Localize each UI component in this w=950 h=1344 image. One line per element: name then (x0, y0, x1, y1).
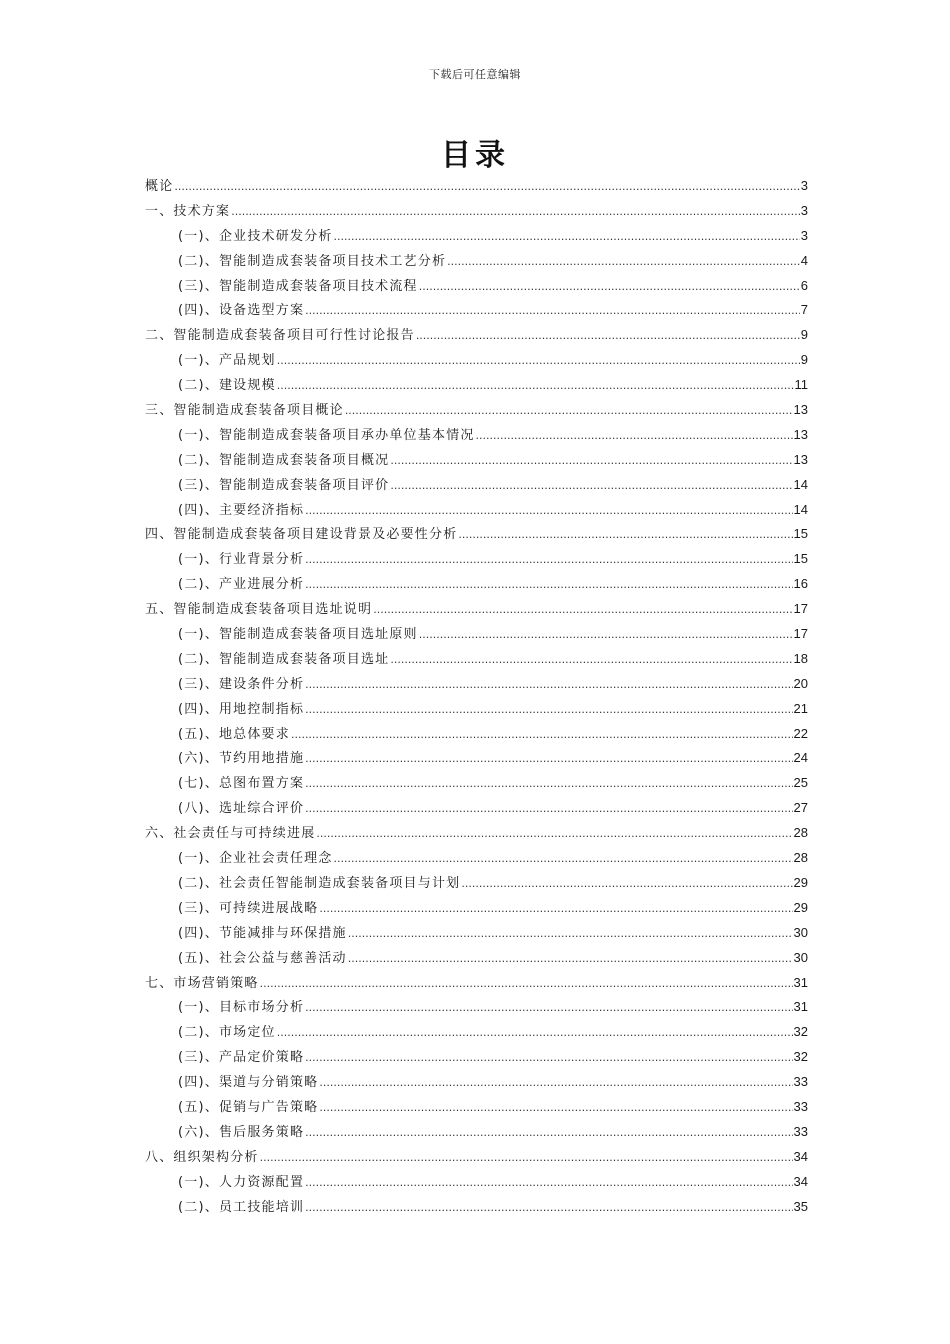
toc-entry[interactable] (145, 995, 808, 1020)
toc-entry[interactable] (145, 846, 808, 871)
toc-entry[interactable] (145, 697, 808, 722)
toc-entry[interactable] (145, 746, 808, 771)
toc-entry-page: 33 (793, 1098, 808, 1114)
toc-entry-page: 13 (793, 402, 808, 418)
toc-entry-label: (四)、用地控制指标 (178, 701, 305, 717)
toc-entry[interactable] (145, 572, 808, 597)
toc-dot-leader (305, 747, 792, 772)
toc-entry-label: 一、技术方案 (145, 203, 231, 219)
toc-entry-page: 34 (793, 1173, 808, 1189)
toc-entry-page: 3 (800, 178, 808, 193)
toc-entry-label: (一)、行业背景分析 (178, 552, 305, 568)
toc-entry-label: (八)、选址综合评价 (178, 801, 305, 817)
toc-entry-page: 7 (800, 302, 808, 318)
toc-dot-leader (390, 449, 792, 474)
toc-dot-leader (476, 424, 793, 449)
toc-entry[interactable] (145, 971, 808, 996)
toc-entry-label: (二)、智能制造成套装备项目技术工艺分析 (178, 253, 447, 269)
toc-dot-leader (348, 947, 793, 972)
toc-entry[interactable] (145, 398, 808, 423)
toc-entry-page: 17 (793, 626, 808, 642)
toc-entry-label: 五、智能制造成套装备项目选址说明 (145, 602, 373, 618)
toc-entry[interactable] (145, 274, 808, 299)
toc-entry[interactable] (145, 298, 808, 323)
toc-dot-leader (305, 548, 792, 573)
toc-dot-leader (419, 623, 793, 648)
toc-entry[interactable] (145, 373, 808, 398)
toc-entry[interactable] (145, 821, 808, 846)
toc-entry[interactable] (145, 547, 808, 572)
toc-entry-page: 28 (793, 825, 808, 841)
toc-entry-label: (四)、节能减排与环保措施 (178, 925, 347, 941)
toc-dot-leader (334, 225, 800, 250)
toc-entry-label: (五)、社会公益与慈善活动 (178, 950, 347, 966)
toc-entry-page: 33 (793, 1074, 808, 1090)
toc-entry-page: 31 (793, 974, 808, 990)
toc-entry[interactable] (145, 1120, 808, 1145)
toc-entry-label: 三、智能制造成套装备项目概论 (145, 403, 344, 419)
toc-entry-page: 30 (793, 924, 808, 940)
toc-entry-label: (二)、建设规模 (178, 378, 276, 394)
toc-dot-leader (305, 996, 792, 1021)
toc-entry[interactable] (145, 946, 808, 971)
toc-entry-label: 概论 (145, 179, 174, 194)
toc-entry[interactable] (145, 1170, 808, 1195)
toc-entry[interactable] (145, 1020, 808, 1045)
toc-entry-page: 25 (793, 775, 808, 791)
toc-entry[interactable] (145, 1045, 808, 1070)
toc-entry-label: (二)、智能制造成套装备项目选址 (178, 651, 390, 667)
toc-dot-leader (305, 698, 792, 723)
toc-entry-label: 八、组织架构分析 (145, 1149, 259, 1165)
toc-dot-leader (305, 797, 792, 822)
toc-dot-leader (458, 523, 792, 548)
toc-entry-page: 14 (793, 501, 808, 517)
toc-entry[interactable] (145, 423, 808, 448)
toc-dot-leader (260, 972, 793, 997)
toc-entry-label: (七)、总图布置方案 (178, 776, 305, 792)
toc-entry-page: 29 (793, 874, 808, 890)
toc-entry-label: (三)、智能制造成套装备项目技术流程 (178, 278, 418, 294)
toc-entry-label: (二)、产业进展分析 (178, 577, 305, 593)
toc-entry-label: (二)、社会责任智能制造成套装备项目与计划 (178, 875, 461, 891)
download-note: 下载后可任意编辑 (429, 68, 521, 81)
toc-entry-label: (五)、促销与广告策略 (178, 1099, 319, 1115)
toc-entry[interactable] (145, 323, 808, 348)
toc-entry-page: 15 (793, 551, 808, 567)
toc-dot-leader (390, 648, 792, 673)
toc-entry-page: 35 (793, 1198, 808, 1214)
toc-entry[interactable] (145, 348, 808, 373)
toc-entry-page: 4 (800, 252, 808, 268)
toc-dot-leader (305, 1171, 792, 1196)
toc-dot-leader (316, 822, 792, 847)
toc-entry-label: 七、市场营销策略 (145, 975, 259, 991)
toc-dot-leader (305, 299, 800, 324)
toc-entry-label: (二)、市场定位 (178, 1025, 276, 1041)
toc-entry-page: 9 (800, 352, 808, 368)
toc-entry-page: 34 (793, 1148, 808, 1164)
toc-entry-page: 11 (794, 377, 808, 393)
toc-entry[interactable] (145, 1095, 808, 1120)
toc-entry[interactable] (145, 647, 808, 672)
toc-entry-label: (一)、企业技术研发分析 (178, 228, 333, 244)
toc-entry-page: 14 (793, 476, 808, 492)
toc-entry-page: 3 (800, 227, 808, 243)
toc-entry-label: 六、社会责任与可持续进展 (145, 826, 316, 842)
toc-entry[interactable] (145, 1145, 808, 1170)
toc-dot-leader (390, 474, 792, 499)
toc-entry-page: 30 (793, 949, 808, 965)
toc-entry-label: (六)、售后服务策略 (178, 1124, 305, 1140)
toc-dot-leader (305, 772, 792, 797)
toc-entry-label: (四)、设备选型方案 (178, 303, 305, 319)
toc-dot-leader (345, 399, 793, 424)
toc-entry[interactable] (145, 249, 808, 274)
toc-entry[interactable] (145, 473, 808, 498)
toc-entry-label: (三)、建设条件分析 (178, 676, 305, 692)
toc-entry-page: 22 (793, 725, 808, 741)
toc-entry[interactable] (145, 672, 808, 697)
toc-dot-leader (461, 872, 792, 897)
toc-entry-page: 13 (793, 426, 808, 442)
toc-entry-page: 27 (793, 800, 808, 816)
toc-dot-leader (231, 200, 800, 225)
toc-entry[interactable] (145, 199, 808, 224)
toc-entry-label: (四)、主要经济指标 (178, 502, 305, 518)
toc-entry-page: 21 (793, 700, 808, 716)
toc-dot-leader (277, 349, 800, 374)
page-title: 目录 (441, 138, 509, 173)
toc-dot-leader (174, 175, 799, 200)
toc-entry[interactable] (145, 498, 808, 523)
toc-entry[interactable] (145, 597, 808, 622)
toc-entry-page: 29 (793, 899, 808, 915)
toc-dot-leader (260, 1146, 793, 1171)
toc-entry[interactable] (145, 896, 808, 921)
toc-dot-leader (416, 324, 800, 349)
toc-entry-page: 32 (793, 1049, 808, 1065)
toc-entry[interactable] (145, 921, 808, 946)
toc-entry-label: (四)、渠道与分销策略 (178, 1075, 319, 1091)
toc-entry[interactable] (145, 1070, 808, 1095)
toc-dot-leader (305, 1196, 792, 1221)
toc-entry-page: 28 (793, 850, 808, 866)
toc-entry-page: 18 (793, 650, 808, 666)
toc-dot-leader (277, 1021, 793, 1046)
toc-entry-page: 24 (793, 750, 808, 766)
toc-dot-leader (319, 897, 792, 922)
toc-dot-leader (447, 250, 800, 275)
toc-entry-label: (一)、企业社会责任理念 (178, 851, 333, 867)
toc-entry[interactable] (145, 771, 808, 796)
toc-dot-leader (305, 573, 792, 598)
toc-entry[interactable] (145, 871, 808, 896)
toc-dot-leader (319, 1096, 792, 1121)
toc-entry-page: 6 (800, 277, 808, 293)
toc-entry-page: 31 (793, 999, 808, 1015)
toc-entry-label: (一)、产品规划 (178, 353, 276, 369)
toc-entry-page: 16 (793, 576, 808, 592)
toc-dot-leader (419, 275, 800, 300)
toc-entry[interactable] (145, 722, 808, 747)
toc-dot-leader (277, 374, 794, 399)
toc-entry-label: (一)、智能制造成套装备项目承办单位基本情况 (178, 427, 475, 443)
toc-entry-label: 四、智能制造成套装备项目建设背景及必要性分析 (145, 527, 458, 543)
toc-entry-label: (一)、目标市场分析 (178, 1000, 305, 1016)
toc-entry[interactable] (145, 224, 808, 249)
toc-dot-leader (348, 922, 793, 947)
toc-entry-label: 二、智能制造成套装备项目可行性讨论报告 (145, 328, 415, 344)
toc-entry-label: (一)、智能制造成套装备项目选址原则 (178, 627, 418, 643)
toc-entry-page: 15 (793, 526, 808, 542)
toc-dot-leader (319, 1071, 792, 1096)
toc-dot-leader (373, 598, 792, 623)
toc-entry-page: 9 (800, 327, 808, 343)
toc-entry-label: (五)、地总体要求 (178, 726, 290, 742)
toc-entry-page: 13 (793, 451, 808, 467)
toc-dot-leader (305, 1121, 792, 1146)
toc-entry[interactable] (145, 174, 808, 199)
toc-entry-page: 3 (800, 202, 808, 218)
table-of-contents (145, 174, 808, 1219)
toc-dot-leader (305, 1046, 792, 1071)
toc-entry-page: 17 (793, 601, 808, 617)
toc-entry-label: (六)、节约用地措施 (178, 751, 305, 767)
toc-dot-leader (305, 673, 792, 698)
toc-dot-leader (334, 847, 793, 872)
toc-entry-label: (一)、人力资源配置 (178, 1174, 305, 1190)
toc-entry-label: (三)、可持续进展战略 (178, 900, 319, 916)
toc-entry-page: 33 (793, 1123, 808, 1139)
toc-entry-label: (三)、产品定价策略 (178, 1050, 305, 1066)
toc-entry[interactable] (145, 448, 808, 473)
toc-entry[interactable] (145, 796, 808, 821)
toc-entry[interactable] (145, 522, 808, 547)
toc-entry-label: (三)、智能制造成套装备项目评价 (178, 477, 390, 493)
toc-entry[interactable] (145, 622, 808, 647)
toc-entry-label: (二)、智能制造成套装备项目概况 (178, 452, 390, 468)
toc-entry[interactable] (145, 1195, 808, 1220)
toc-entry-page: 32 (793, 1024, 808, 1040)
toc-entry-label: (二)、员工技能培训 (178, 1199, 305, 1215)
toc-dot-leader (305, 499, 792, 524)
toc-entry-page: 20 (793, 675, 808, 691)
toc-dot-leader (291, 723, 793, 748)
